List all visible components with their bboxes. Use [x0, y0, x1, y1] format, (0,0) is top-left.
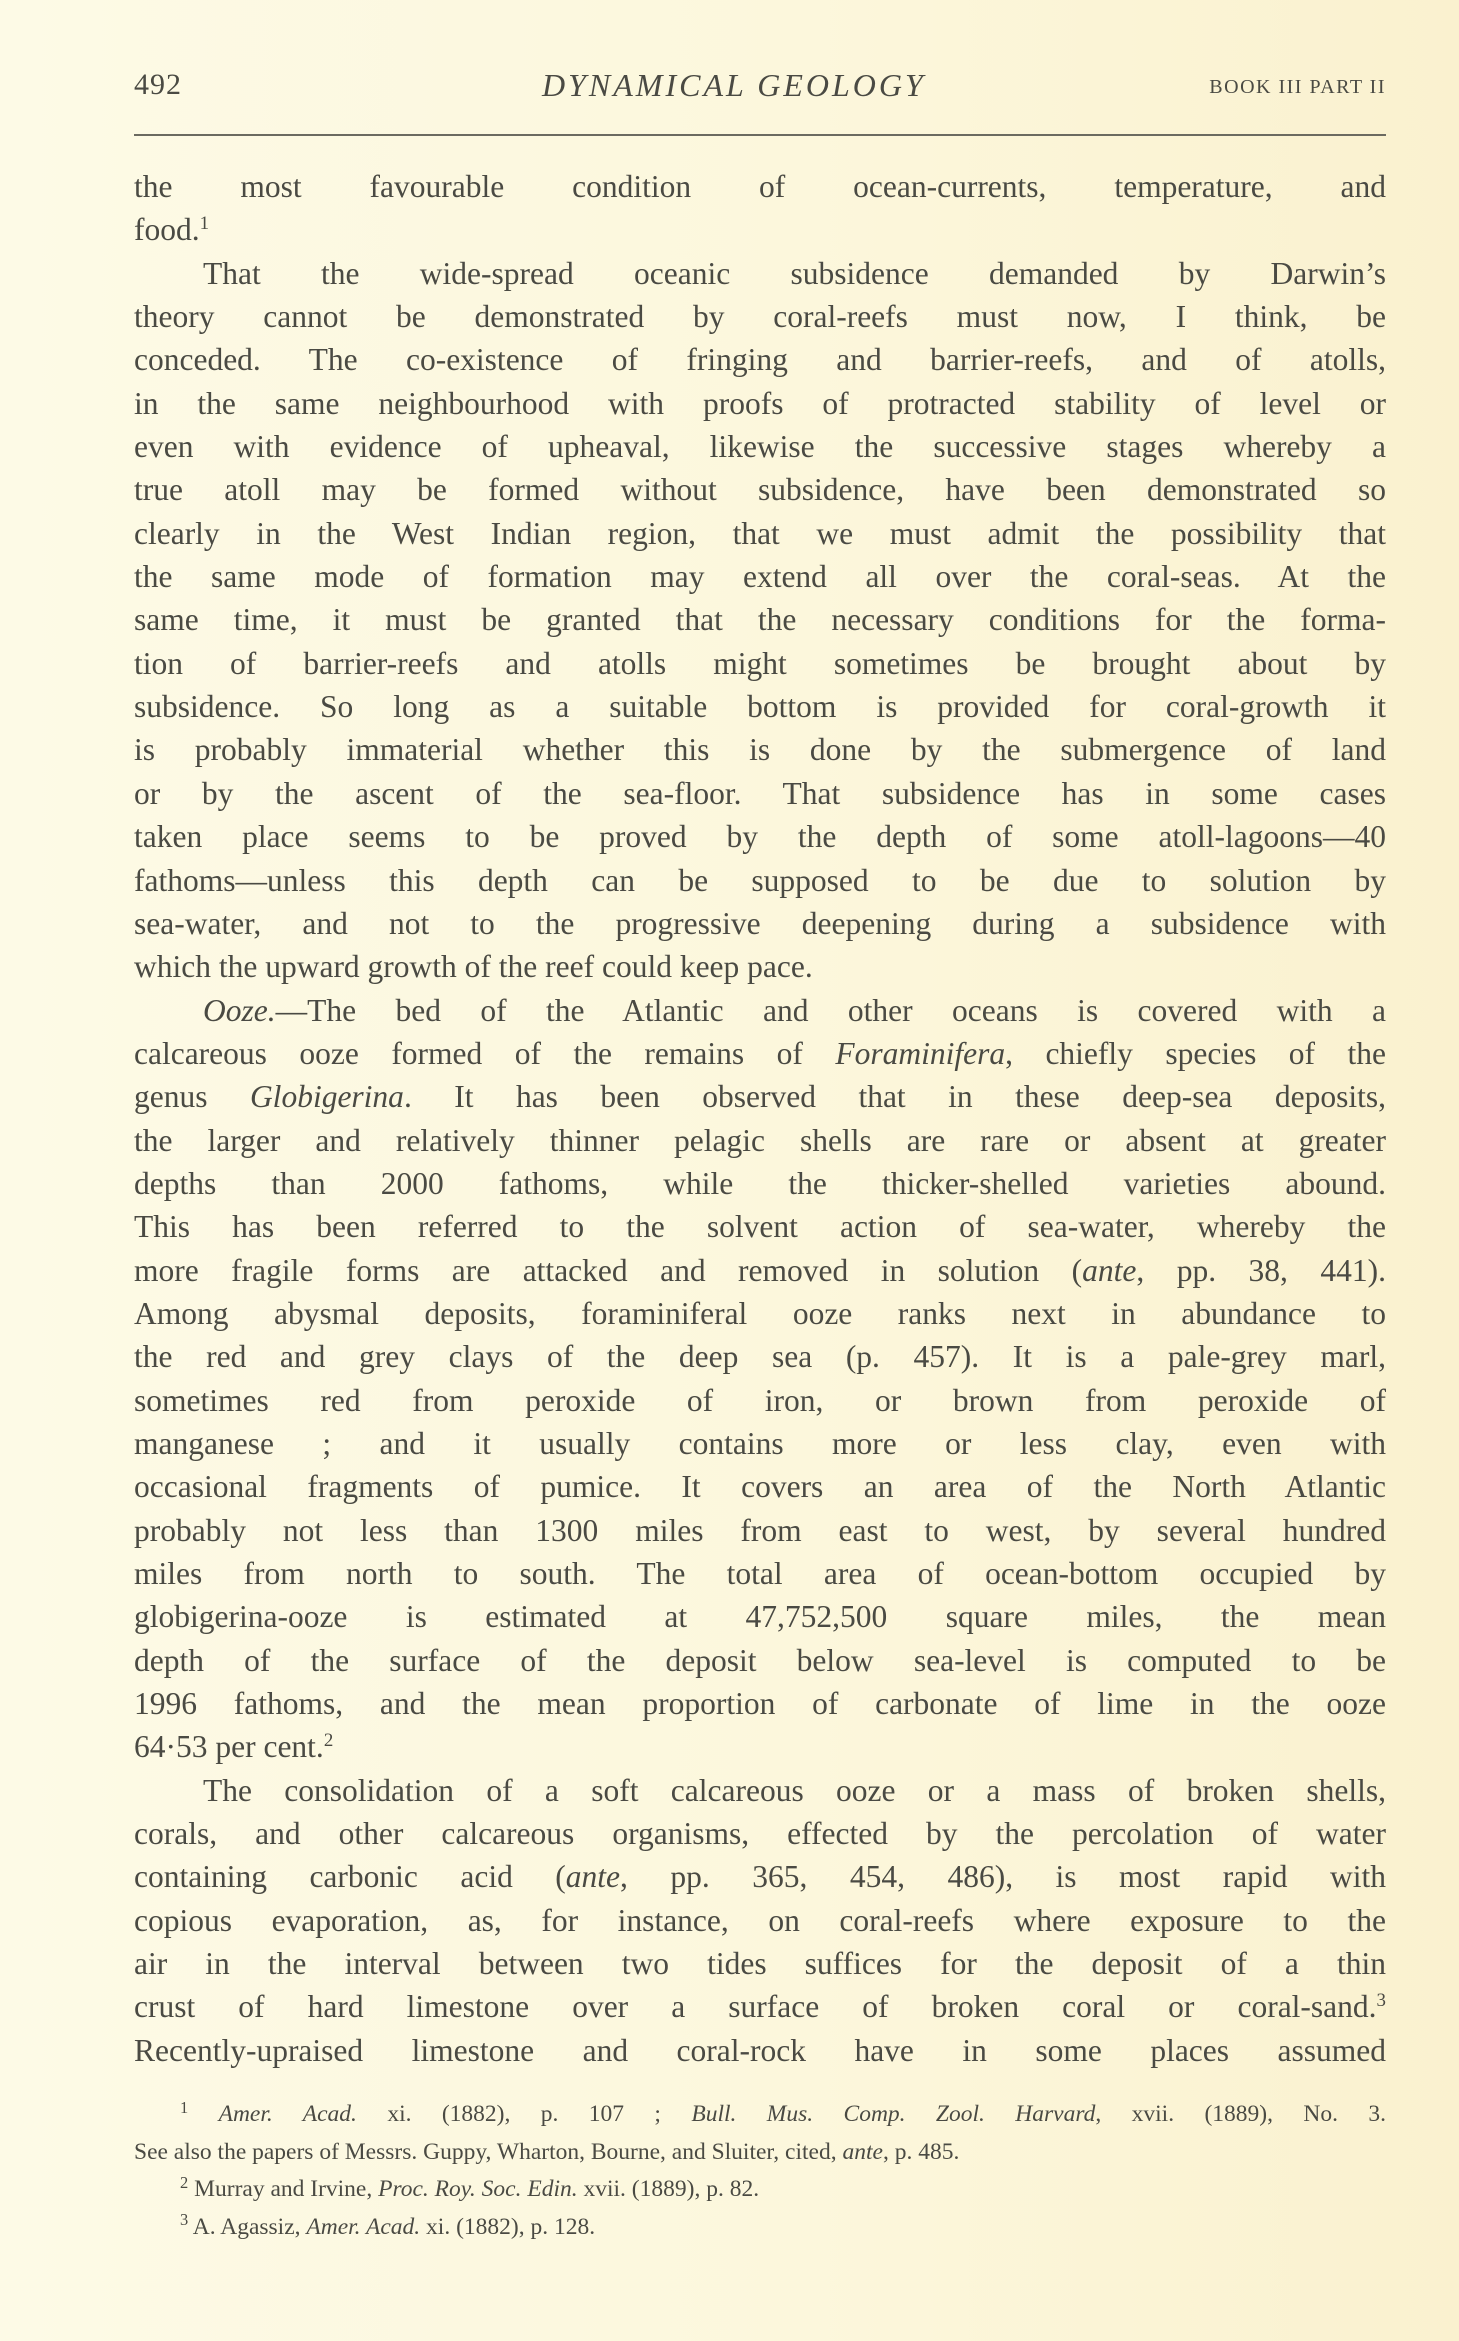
text-line: is probably immaterial whether this is done by the submergence of land	[134, 732, 1386, 768]
text-line: same time, it must be granted that the necessary conditions for the forma-	[134, 602, 1386, 638]
text-line: the most favourable condition of ocean-currents, temperature, and	[134, 169, 1386, 204]
text-line: which the upward growth of the reef could keep pace.	[134, 949, 813, 985]
body-text	[134, 165, 1386, 2072]
text-line: globigerina-ooze is estimated at 47,752,500 square miles, the mean	[134, 1599, 1386, 1635]
text-line: This has been referred to the solvent action of sea-water, whereby the	[134, 1209, 1386, 1245]
text-line: Ooze.—The bed of the Atlantic and other oceans is covered with a	[203, 992, 1386, 1028]
page-number: 492	[134, 68, 182, 101]
citation-title: ante	[842, 2138, 883, 2165]
text-line: taken place seems to be proved by the depth of some atoll-lagoons—40	[134, 819, 1386, 855]
text-line: the red and grey clays of the deep sea (p. 457). It is a pale-grey marl,	[134, 1339, 1386, 1375]
italic-term: Globigerina	[249, 1079, 404, 1115]
text-line: fathoms—unless this depth can be supposed to be due to solution by	[134, 862, 1386, 898]
citation-title: Proc. Roy. Soc. Edin.	[378, 2176, 578, 2202]
text-line: in the same neighbourhood with proofs of protracted stability of level or	[134, 385, 1386, 421]
text-line: occasional fragments of pumice. It covers an area of the North Atlantic	[134, 1469, 1386, 1505]
italic-term: ante	[565, 1859, 621, 1895]
footnote-line: $^3$ A. Agassiz, Amer. Acad. xi. (1882), p. 128.	[180, 2210, 596, 2240]
text-line: copious evaporation, as, for instance, on coral-reefs where exposure to the	[134, 1902, 1386, 1938]
text-line: clearly in the West Indian region, that we must admit the possibility that	[134, 515, 1386, 551]
text-line: Recently-upraised limestone and coral-rock have in some places assumed	[134, 2032, 1386, 2068]
footnote-marker: 3	[180, 2210, 189, 2230]
footnote-line: $^2$ Murray and Irvine, Proc. Roy. Soc. Edin. xvii. (1889), p. 82.	[180, 2172, 760, 2202]
section-label: BOOK III PART II	[1209, 76, 1386, 98]
footnote-ref[interactable]: 2	[323, 1730, 334, 1752]
text-line: That the wide-spread oceanic subsidence demanded by Darwin’s	[203, 255, 1386, 291]
text-line: conceded. The co-existence of fringing and barrier-reefs, and of atolls,	[134, 342, 1386, 378]
running-head	[134, 68, 1386, 104]
text-line: sometimes red from peroxide of iron, or brown from peroxide of	[134, 1382, 1386, 1418]
text-line: or by the ascent of the sea-floor. That subsidence has in some cases	[134, 775, 1386, 811]
text-line: probably not less than 1300 miles from east to west, by several hundred	[134, 1512, 1386, 1548]
text-line: subsidence. So long as a suitable bottom is provided for coral-growth it	[134, 689, 1386, 725]
text-line: containing carbonic acid (ante, pp. 365, 454, 486), is most rapid with	[134, 1859, 1386, 1895]
footnotes	[134, 2096, 1386, 2246]
citation-title: Amer. Acad.	[218, 2101, 357, 2127]
footnote-ref[interactable]: 3	[1376, 1990, 1386, 2012]
text-line: sea-water, and not to the progressive deepening during a subsidence with	[134, 905, 1386, 941]
italic-term: ante	[1082, 1252, 1137, 1288]
text-line: genus Globigerina. It has been observed that in these deep-sea deposits,	[134, 1079, 1386, 1115]
text-line: depths than 2000 fathoms, while the thicker-shelled varieties abound.	[134, 1165, 1386, 1201]
text-line: food.$^1$	[134, 212, 210, 248]
text-line: air in the interval between two tides suffices for the deposit of a thin	[134, 1946, 1386, 1982]
text-line: tion of barrier-reefs and atolls might sometimes be brought about by	[134, 645, 1386, 681]
footnote-line: See also the papers of Messrs. Guppy, Wharton, Bourne, and Sluiter, cited, ante, p. 485.	[134, 2138, 960, 2165]
text-line: corals, and other calcareous organisms, effected by the percolation of water	[134, 1816, 1386, 1852]
text-line: 64·53 per cent.$^2$	[134, 1729, 334, 1765]
text-line: The consolidation of a soft calcareous ooze or a mass of broken shells,	[203, 1772, 1386, 1808]
italic-term: Foraminifera	[835, 1035, 1006, 1071]
text-line: depth of the surface of the deposit below sea-level is computed to be	[134, 1642, 1386, 1678]
footnote-line: $^1$ Amer. Acad. xi. (1882), p. 107 ; Bull. Mus. Comp. Zool. Harvard, xvii. (1889), No. 3.	[180, 2097, 1386, 2127]
footnote-marker: 2	[180, 2172, 189, 2192]
text-line: Among abysmal deposits, foraminiferal ooze ranks next in abundance to	[134, 1295, 1386, 1331]
text-line: miles from north to south. The total area of ocean-bottom occupied by	[134, 1556, 1386, 1591]
footnote-ref[interactable]: 1	[199, 213, 210, 235]
citation-title: Amer. Acad.	[306, 2213, 421, 2240]
text-line: 1996 fathoms, and the mean proportion of carbonate of lime in the ooze	[134, 1686, 1386, 1722]
header-rule	[134, 134, 1386, 136]
text-line: calcareous ooze formed of the remains of Foraminifera, chiefly species of the	[134, 1035, 1387, 1071]
text-line: theory cannot be demonstrated by coral-reefs must now, I think, be	[134, 299, 1386, 335]
footnote-marker: 1	[180, 2097, 189, 2117]
text-line: manganese ; and it usually contains more or less clay, even with	[134, 1425, 1386, 1461]
text-line: the larger and relatively thinner pelagic shells are rare or absent at greater	[134, 1122, 1386, 1158]
text-line: more fragile forms are attacked and removed in solution (ante, pp. 38, 441).	[134, 1252, 1386, 1288]
running-title: DYNAMICAL GEOLOGY	[542, 67, 926, 103]
text-line: crust of hard limestone over a surface of broken coral or coral-sand.$^3$	[134, 1989, 1386, 2025]
text-line: true atoll may be formed without subsidence, have been demonstrated so	[134, 472, 1386, 508]
citation-title: Bull. Mus. Comp. Zool. Harvard	[691, 2101, 1096, 2127]
text-line: even with evidence of upheaval, likewise the successive stages whereby a	[134, 429, 1386, 465]
run-in-heading: Ooze.	[203, 992, 276, 1028]
text-line: the same mode of formation may extend all over the coral-seas. At the	[134, 559, 1386, 595]
